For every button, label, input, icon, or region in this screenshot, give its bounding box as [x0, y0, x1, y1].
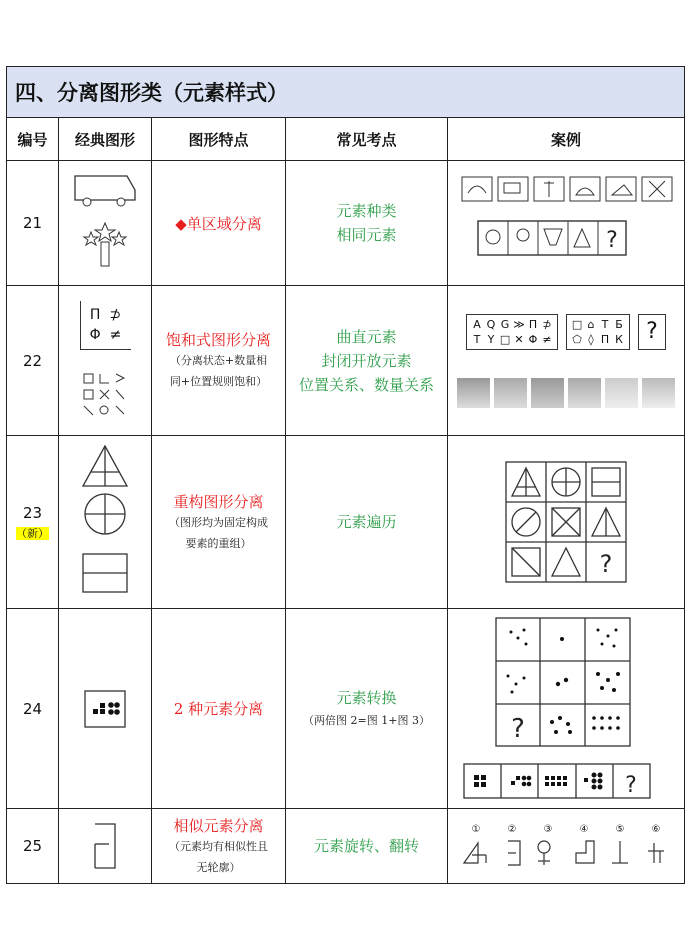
glyph: Φ [528, 332, 538, 346]
feature-text: ◆单区域分离 [175, 214, 262, 233]
header-number: 编号 [7, 118, 59, 161]
point-text: 元素种类 [336, 202, 397, 220]
option-labels [448, 824, 684, 835]
point-text: 相同元素 [336, 226, 397, 244]
case-figure-23 [504, 460, 628, 584]
glyph: Y [487, 332, 495, 346]
table-row-24 [7, 609, 685, 809]
points-cell [286, 286, 448, 436]
bus-and-stars-icon [65, 168, 145, 278]
classification-table [6, 66, 685, 884]
feature-text: 相似元素分离 [173, 816, 264, 835]
option-label: ① [471, 823, 481, 835]
feature-cell [152, 809, 286, 884]
case-cell [448, 609, 685, 809]
question-mark: ? [625, 772, 637, 798]
new-tag: （新） [16, 526, 49, 540]
glyph: A [473, 317, 481, 331]
option-label: ⑤ [615, 823, 625, 835]
feature-note: （分离状态+数量相 [169, 354, 268, 367]
case-cell [448, 809, 685, 884]
case-figure-24 [456, 614, 676, 804]
case-cell [448, 286, 685, 436]
feature-text: 饱和式图形分离 [165, 331, 271, 349]
glyph: ✕ [514, 332, 524, 346]
feature-cell [152, 609, 286, 809]
row-number: 25 [7, 809, 59, 884]
classic-figure-cell [59, 436, 152, 609]
glyph: ≫ [513, 317, 525, 331]
feature-cell [152, 286, 286, 436]
feature-note: 无轮廓） [196, 860, 241, 874]
point-text: 元素旋转、翻转 [313, 837, 419, 855]
header-row [7, 118, 685, 161]
point-note: （两倍图 2=图 1+图 3） [303, 714, 430, 727]
table-row-23 [7, 436, 685, 609]
point-text: 曲直元素 [336, 327, 397, 346]
classic-figure-cell [59, 286, 152, 436]
glyph: Π [89, 307, 101, 323]
point-text: 封闭开放元素 [321, 351, 412, 370]
glyph: Φ [89, 327, 101, 343]
header-common-point: 常见考点 [286, 118, 448, 161]
classic-glyph-grid [80, 301, 131, 350]
header-case: 案例 [448, 118, 685, 161]
case-glyph-panel [466, 314, 558, 350]
glyph: ≠ [109, 327, 122, 343]
glyph: Т [601, 317, 609, 331]
points-cell [286, 161, 448, 286]
glyph: П [600, 332, 610, 346]
feature-note: （元素均有相似性且 [169, 839, 268, 853]
feature-cell [152, 161, 286, 286]
classic-figure-cell [59, 609, 152, 809]
glyph: T [473, 332, 481, 346]
option-label: ④ [579, 823, 589, 835]
table-row-25 [7, 809, 685, 884]
feature-note: 同+位置规则饱和） [169, 375, 268, 388]
glyph: К [615, 332, 623, 346]
glyph: □ [499, 332, 511, 346]
section-title: 四、分离图形类（元素样式） [7, 67, 685, 118]
case-cell [448, 436, 685, 609]
feature-text: 2 种元素分离 [173, 700, 264, 718]
points-cell [286, 609, 448, 809]
glyph: G [500, 317, 510, 331]
feature-cell [152, 436, 286, 609]
table-row-22 [7, 286, 685, 436]
feature-note: （图形均为固定构成 [169, 515, 268, 529]
case-glyph-panel: □ ⌂ Т Б ⬠ ◊ П К [566, 314, 630, 350]
row-number: 21 [7, 161, 59, 286]
dot-square-icon [83, 689, 127, 729]
symbol-grid-icon [80, 370, 130, 420]
question-mark: ? [638, 314, 666, 350]
feature-note: 要素的重组） [185, 536, 252, 550]
row-number: 24 [7, 609, 59, 809]
question-mark: ? [599, 550, 613, 578]
header-classic-figure: 经典图形 [59, 118, 152, 161]
angular-line-icon [85, 816, 125, 876]
points-cell [286, 809, 448, 884]
case-figure-21 [456, 171, 676, 275]
question-mark: ? [606, 228, 618, 253]
case-cell [448, 161, 685, 286]
classic-figure-cell [59, 161, 152, 286]
glyph: ⊅ [542, 317, 552, 331]
row-number: 22 [7, 286, 59, 436]
glyph: ≠ [542, 332, 552, 346]
feature-text: 重构图形分离 [173, 492, 264, 511]
triangle-circle-rectangle-icon [77, 442, 133, 602]
question-mark: ? [511, 713, 525, 744]
option-label: ⑥ [651, 823, 661, 835]
option-label: ② [507, 823, 517, 835]
points-cell [286, 436, 448, 609]
row-number: 23 [22, 503, 43, 522]
case-figure-25 [456, 835, 676, 869]
glyph: Q [486, 317, 496, 331]
point-text: 元素转换 [336, 689, 397, 707]
glyph: ⊅ [109, 307, 122, 323]
header-figure-feature: 图形特点 [152, 118, 286, 161]
point-text: 元素遍历 [336, 513, 397, 531]
glyph: Π [528, 317, 538, 331]
table-row-21 [7, 161, 685, 286]
case-option-row [448, 378, 684, 408]
classic-figure-cell [59, 809, 152, 884]
case-top-row [448, 314, 684, 350]
point-text: 位置关系、数量关系 [298, 375, 434, 394]
number-cell [7, 436, 59, 609]
glyph: Б [615, 317, 623, 331]
option-label: ③ [543, 823, 553, 835]
